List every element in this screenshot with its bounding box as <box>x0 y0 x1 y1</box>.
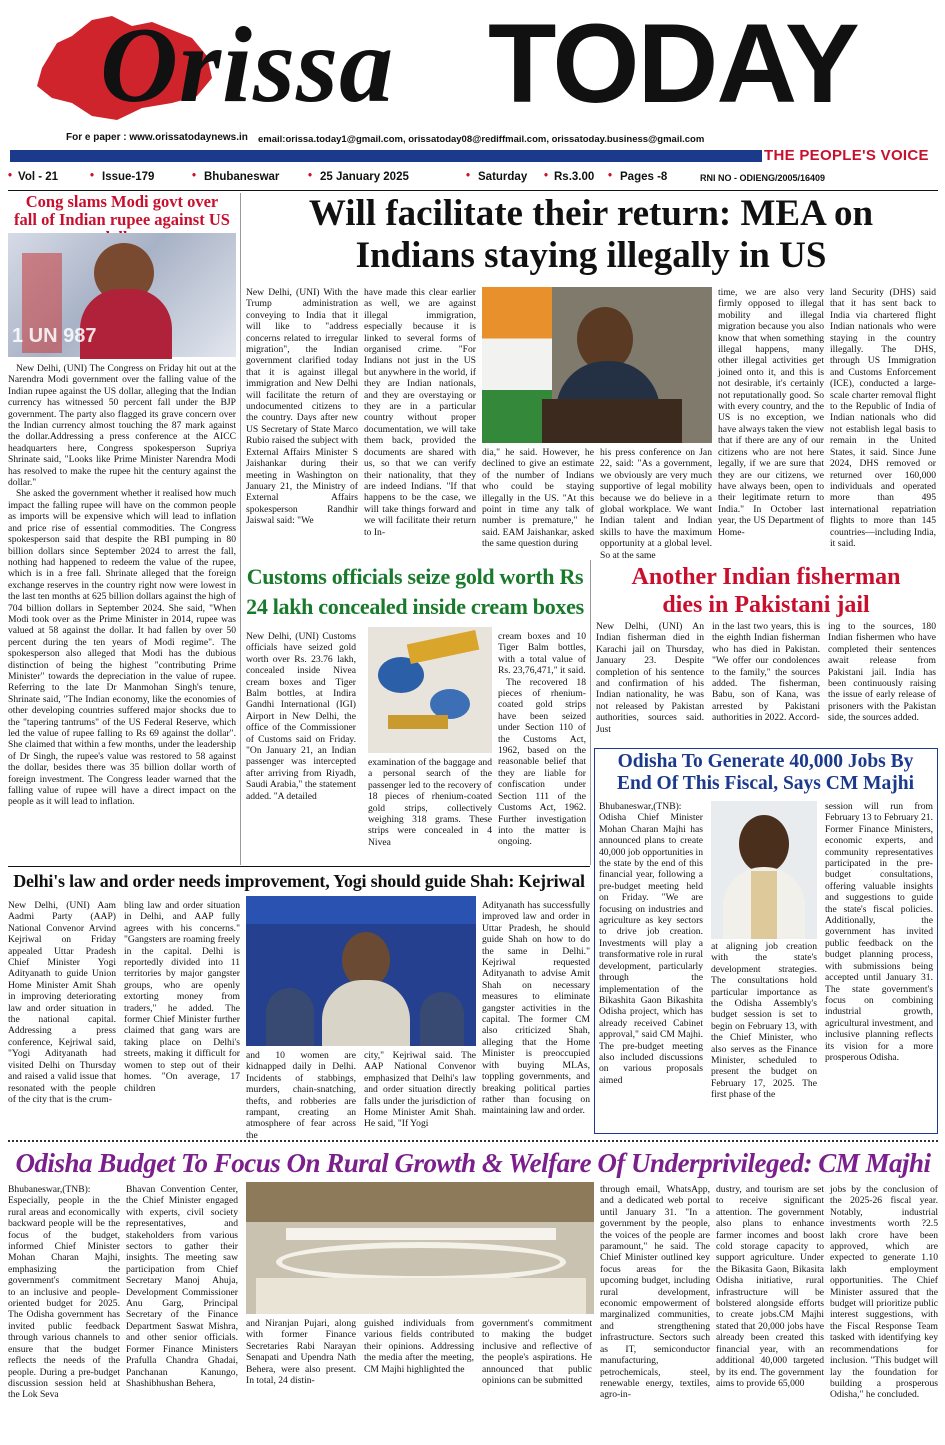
headline: Cong slams Modi govt over fall of Indian rupee against US <box>14 192 230 229</box>
photo-kejriwal <box>246 896 476 1046</box>
divider <box>8 1140 938 1142</box>
story-column: jobs by the conclusion of the 2025-26 fiscal year. Notably, industrial investments worth ?2.5 lakh crore have been approved, which are expected to generate 1.10 lakh employment opportunities. The Chief Minister assured that the budget will prioritize public interest suggestions, with the Fiscal Response Team tasked with identifying key recommendations for inclusion. "This budget will lay the foundation for building a prosperous Odisha," he concluded. <box>830 1184 938 1401</box>
headline-line2: Indians staying illegally in US <box>355 235 827 276</box>
story-column: dia," he said. However, he declined to give an estimate of the number of Indians who could be staying illegally in the US. "At this point in time any talk of number is premature," he said. EAM Jaishankar, asked the same question during <box>482 447 594 550</box>
story-column: land Security (DHS) said that it has sent back to India via chartered flight Indian nationals who were staying in the country illegally. The DHS, through US Immigration and Customs Enforcement (ICE), conducted a large-scale charter removal flight to the Republic of India of Indian nationals who did not establish legal basis to remain in the United States, it said. Since June 2024, DHS removed or returned over 160,000 individuals and operated more than 495 international repatriation flights to more than 145 countries—including India, it said. <box>830 287 936 549</box>
info-bar: • Vol - 21 • Issue-179 • Bhubaneswar • 25 January 2025 • Saturday • Rs.3.00 • Pages -8 RNI NO - ODIENG/2005/16409 <box>8 170 826 183</box>
story-column: guished individuals from various fields contributed their opinions. Addressing the media after the meeting, CM Majhi highlighted the <box>364 1318 474 1375</box>
masthead-blue-bar <box>10 150 762 162</box>
masthead-name-today: TODAY <box>488 1 858 126</box>
story-column: his press conference on Jan 22, said: "As a government, we obviously are very much supportive of legal mobility because we do believe in a global workplace. We want Indian talent and Indian skills to have the maximum opportunity at a global level. So at the same <box>600 447 712 561</box>
photo-spokesperson <box>8 233 236 357</box>
story-column: Bhubaneswar,(TNB): Especially, people in the rural areas and economically backward people will be the focus of the budget, informed Chief Minister Mohan Charan Majhi, emphasizing the government's commitment to an inclusive and people-oriented budget for 2025. The Odisha government has invited public feedback through various channels to ensure that the budget reflects the needs of the people. During a pre-budget discussion session held at the Lok Seva <box>8 1184 120 1401</box>
story-fisherman <box>594 563 938 745</box>
headline-line1: Will facilitate their return: MEA on <box>308 193 874 234</box>
story-column: examination of the baggage and a personal search of the passenger led to the recovery of 18 pieces of rhenium-coated gold strips, collectively weighing 318 grams. These strips were concealed in 4 Nivea <box>368 757 492 848</box>
issue: Issue-179 <box>102 171 155 183</box>
story-column: New Delhi, (UNI) Aam Aadmi Party (AAP) National Convenor Arvind Kejriwal on Friday appealed Uttar Pradesh Chief Minister Yogi Adityanath to guide Union Home Minister Amit Shah in improving deteriorating law and order situation in the national capital. Addressing a press conference, Kejriwal said, "Yogi Adityanath had visited Delhi on Thursday and raised a valid issue that resonated with the people of the city that is the crum- <box>8 900 116 1105</box>
story-column: New Delhi, (UNI) With the Trump administration conveying to India that it will like to "address concerns related to irregular migration", the Indian government clarified today that it is against illegal immigration and New Delhi will facilitate the return of undocumented citizens to the country. Days after new US Secretary of State Marco Rubio raised the subject with External Affairs Minister S Jaishankar during their meeting in Washington on January 21, the Ministry of External Affairs spokesperson Randhir Jaiswal said: "We <box>246 287 358 527</box>
headline: Odisha Budget To Focus On Rural Growth & Welfare Of Underprivileged: CM Majhi <box>15 1148 931 1178</box>
story-mea <box>244 193 938 563</box>
story-column: dustry, and tourism are set to receive significant attention. The government also plans to enhance farmer incomes and boost cold storage capacity to support agriculture. Under the Bikasita Gaon, Bikasita Odisha initiative, rural infrastructure will be bolstered alongside efforts to create jobs.CM Majhi stated that 20,000 jobs have already been created this financial year, with an additional 40,000 targeted by its end. The government aims to provide 65,000 <box>716 1184 824 1389</box>
story-column: ing to the sources, 180 Indian fishermen who have completed their sentences await release from Pakistani jail. India has been continuously raising the issue of early release of prisoners with the Pakistan side, the sources added. <box>828 621 936 724</box>
story-column: Bhubaneswar,(TNB): Odisha Chief Minister Mohan Charan Majhi has announced plans to create 40,000 job opportunities in the state by the end of this financial year, following a pre-budget meeting held on Friday. "We are focusing on industries and agriculture as key sectors to drive job creation. Investments will play a transformative role in rural development, particularly through the implementation of the Bikashita Gaon Bikashita Odisha project, which has already received Cabinet approval," said CM Majhi. The pre-budget meeting also included discussions on various proposals aimed <box>599 801 703 1086</box>
date: 25 January 2025 <box>320 171 409 183</box>
story-column: have made this clear earlier as well, we are against illegal immigration, especially because it is linked to several forms of organised crime. "For Indians not just in the US but anywhere in the world, if they are Indian nationals, and they are overstaying or they are in a particular country without proper documentation, we will take them back, provided the documents are shared with us, so that we can verify their nationality, that they are indeed Indians. "If that happens to be the case, we will take things forward and we will facilitate their return to In- <box>364 287 476 538</box>
story-column: and Niranjan Pujari, along with former Finance Secretaries Rabi Narayan Senapati and Upendra Nath Behera, were also present. In total, 24 distin- <box>246 1318 356 1387</box>
story-column <box>498 631 586 863</box>
photo-cm-majhi <box>711 801 817 939</box>
epaper-link[interactable]: For e paper : www.orissatodaynews.in <box>66 132 248 143</box>
story-column: in the last two years, this is the eighth Indian fisherman who has died in Pakistan. "We offer our condolences to the family," the sources added. The fisherman, Babu, son of Kana, was arrested by Pakistani authorities in 2022. Accord- <box>712 621 820 724</box>
story-column: city," Kejriwal said. The AAP National Convenor emphasized that Delhi's law and order situation directly falls under the jurisdiction of Home Minister Amit Shah. He said, "If Yogi <box>364 1050 476 1130</box>
story-column: bling law and order situation in Delhi, and AAP fully agrees with his concerns." "Gangsters are roaming freely in the capital. Delhi is reportedly divided into 11 territories by major gangster groups, who are openly extorting money from traders," he added. The former Chief Minister further claimed that gang wars are taking place on Delhi's streets, making it difficult for women to step out of their homes. "On average, 17 children <box>124 900 240 1094</box>
headline-line2: End Of This Fiscal, Says CM Majhi <box>616 773 915 794</box>
story-column: session will run from February 13 to February 21. Former Finance Ministers, economic experts, and community representatives participated in the pre-budget consultations, offering valuable insights and suggestions to guide the state's fiscal policies. Additionally, the government has invited public feedback on the budget planning process, with submissions being accepted until January 31. The state government's focus on combining industrial growth, agricultural investment, and inclusive planning reflects its vision for a more prosperous Odisha. <box>825 801 933 1063</box>
divider <box>8 866 590 867</box>
masthead-name-orissa: Orissa <box>100 6 395 125</box>
contact-emails: email:orissa.today1@gmail.com, orissatoday08@rediffmail.com, orissatoday.business@gmail.com <box>258 134 705 145</box>
story-body <box>8 363 236 863</box>
story-column: New Delhi, (UNI) Customs officials have seized gold worth over Rs. 23.76 lakh, concealed inside Nivea cream boxes and Tiger Balm bottles, at Indira Gandhi International (IGI) Airport in New Delhi, the office of the Commissioner of Customs said on Friday. "On January 21, an Indian passenger was intercepted after arriving from Riyadh, Saudi Arabia," the statement added. "A detailed <box>246 631 356 802</box>
headline-line1: Customs officials seize gold worth Rs <box>246 564 584 589</box>
paragraph: New Delhi, (UNI) The Congress on Friday hit out at the Narendra Modi government over the falling value of the Indian rupee against the US dollar, alleging that the Indian currency has witnessed 50 percent fall under the BJP government. The party also flagged its grave concern over the Indian currency almost touching the 87 mark against the dollar.Addressing a press conference at the AICC headquarters here, Congress spokesperson Supriya Shrinate said, "Looks like Prime Minister Narendra Modi has resolved to make the rupee hit the century against the dollar." <box>8 363 236 489</box>
volume: Vol - 21 <box>18 171 59 183</box>
story-delhi <box>8 870 590 1141</box>
day: Saturday <box>478 171 528 183</box>
story-jobs <box>594 748 938 1134</box>
headline-line1: Another Indian fisherman <box>631 564 901 590</box>
headline: Delhi's law and order needs improvement, Yogi should guide Shah: Kejriwal <box>13 871 585 891</box>
paragraph: cream boxes and 10 Tiger Balm bottles, with a total value of Rs. 23,76,471," it said. <box>498 631 586 677</box>
story-column: Adityanath has successfully improved law and order in Uttar Pradesh, he should guide Shah on how to do the same in Delhi." Kejriwal requested Adityanath to advise Amit Shah on necessary measures to eliminate gangster activities in the capital. The former CM also criticized Shah, alleging that the Home Minister is preoccupied with buying MLAs, toppling governments, and breaking political parties rather than focusing on maintaining law and order. <box>482 900 590 1117</box>
divider <box>8 190 938 191</box>
story-column: through email, WhatsApp, and a dedicated web portal until January 31. "In a government by the people, the voices of the people are paramount," he said. The Chief Minister outlined key focus areas for the upcoming budget, including rural development, economic empowerment of marginalized communities, and strengthening infrastructure. Sectors such as IT, semiconductor manufacturing, petrochemicals, steel, renewable energy, textiles, agro-in- <box>600 1184 710 1401</box>
story-column: New Delhi, (UNI) An Indian fisherman died in Karachi jail on Thursday, January 23. Despite completion of his sentence and confirmation of his Indian nationality, he was not released by Pakistan authorities, sources said. Just <box>596 621 704 735</box>
rni-number: RNI NO - ODIENG/2005/16409 <box>700 173 826 183</box>
photo-budget-meeting <box>246 1182 594 1314</box>
story-column: and 10 women are kidnapped daily in Delhi. Incidents of stabbings, murders, chain-snatching, thefts, and robberies are rampant, creating an atmosphere of fear across the <box>246 1050 356 1141</box>
paragraph: The recovered 18 pieces of rhenium-coated gold strips have been seized under Section 110 of the Customs Act, 1962, based on the reasonable belief that they are liable for confiscation under Section 111 of the Customs Act, 1962. Further investigation into the matter is ongoing. <box>498 676 586 848</box>
story-customs <box>244 563 586 865</box>
masthead <box>0 0 945 168</box>
paragraph: She asked the government whether it realised how much impact the falling rupee will have on the common people as imports will be expensive which will lead to inflation and price rise of essential commodities. The Congress spokesperson said that despite the RBI pumping in 80 billion dollars since September 2024 to arrest the fall, nothing had happened to redeem the value of the rupee, which is in a free fall. Shrinate alleged that the foreign exchange reserves in the country right now were lowest in the last ten months at 625 billion dollars against the high of 704 billion dollars in September 2024. She said, "When Modi took over as the Prime Minister in 2014, rupee was valued at 58 against the dollar. It had fallen by over 50 percent during the ten years of Modi regime". The spokesperson also alleged that Modi has the dubious distinction of being the highest "contributing Prime Minister" towards the depreciation in the value of rupee. Referring to the late Dr Manmohan Singh's tenure, Shrinate said, "The Indian economy, like the economies of other developing countries suffered major shocks due to the "tapering tantrums" of the US Federal Reserve, which led the value of rupee falling to Rs 69 against the dollar". She claimed that within a few months, under the leadership of Dr Singh, the rupee's value was restored to 58 against the dollar, besides there was 35 billion dollar worth of foreign investment. The Congress leader warned that the falling value of rupee will have a direct impact on the people as it will lead to inflation. <box>8 488 236 808</box>
divider <box>590 560 591 865</box>
story-column: Bhavan Convention Center, the Chief Minister engaged with experts, civil society representatives, and stakeholders from various sectors to gather their insights. The meeting saw participation from Chief Secretary Manoj Ahuja, Development Commissioner Anu Garg, Principal Secretary of the Finance Department Saswat Mishra, and other senior officials. Former Finance Ministers Prafulla Chandra Ghadai, Panchanan Kanungo, Shashibhushan Behera, <box>126 1184 238 1389</box>
headline-line1: Odisha To Generate 40,000 Jobs By <box>617 751 914 772</box>
divider <box>240 193 241 865</box>
city: Bhubaneswar <box>204 171 280 183</box>
story-budget <box>8 1146 938 1442</box>
headline-line2: 24 lakh concealed inside cream boxes <box>246 594 584 619</box>
story-congress <box>8 193 236 865</box>
headline-line2: dies in Pakistani jail <box>662 592 870 618</box>
story-column: at aligning job creation with the state's development strategies. The consultations hold particular importance as the Odisha Assembly's budget session is set to begin on February 13, with the Chief Minister, who also serves as the Finance Minister, scheduled to present the budget on February 17, 2025. The first phase of the <box>711 941 817 1101</box>
story-column: government's commitment to making the budget inclusive and reflective of the people's aspirations. He announced that public opinions can be submitted <box>482 1318 592 1387</box>
tagline: THE PEOPLE'S VOICE <box>764 147 929 164</box>
story-column: time, we are also very firmly opposed to illegal mobility and illegal migration because you also know that when something illegal happens, many other illegal activities get joined onto it, and this is not desirable, it's certainly not reputationally good. So with every country, and the US is no exception, we have always taken the view that if there are any of our citizens who are not here legally, if we are sure that they are our citizens, we have always been, open to their legitimate return to India." In October last year, the US Department of Home- <box>718 287 824 538</box>
photo-seized-gold <box>368 627 492 753</box>
price: Rs.3.00 <box>554 171 595 183</box>
pages: Pages -8 <box>620 171 668 183</box>
photo-caption: 1 UN 987 <box>12 325 97 347</box>
photo-mea-spokesperson <box>482 287 712 443</box>
